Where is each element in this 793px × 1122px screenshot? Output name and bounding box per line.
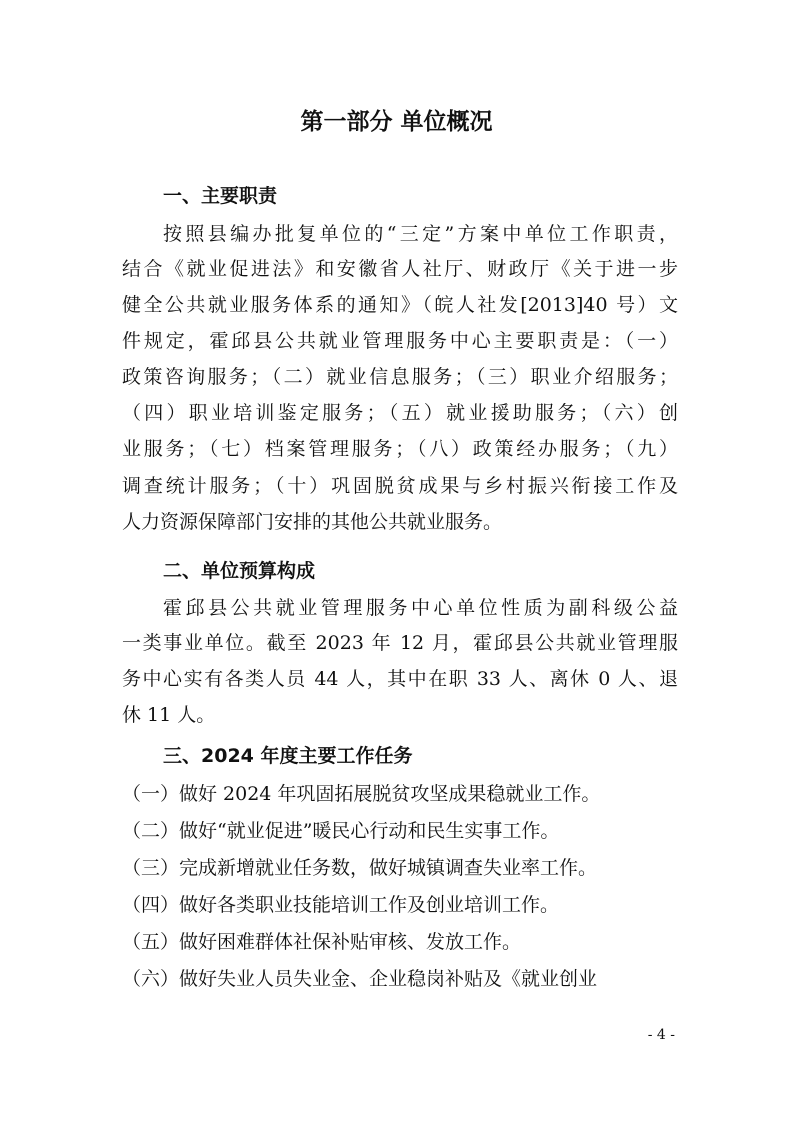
paragraph-line: 政策咨询服务；（二）就业信息服务；（三）职业介绍服务； — [122, 366, 678, 389]
section-heading-budget: 二、单位预算构成 — [163, 560, 316, 582]
task-item: （二）做好“就业促进”暖民心行动和民生实事工作。 — [122, 820, 560, 842]
paragraph-line: 一类事业单位。截至 2023 年 12 月，霍邱县公共就业管理服 — [122, 632, 678, 654]
section-heading-tasks: 三、2024 年度主要工作任务 — [163, 745, 413, 767]
task-item: （三）完成新增就业任务数，做好城镇调查失业率工作。 — [122, 857, 598, 879]
section-heading-duties: 一、主要职责 — [163, 185, 278, 207]
paragraph-line: （四）职业培训鉴定服务；（五）就业援助服务；（六）创 — [122, 402, 678, 425]
page-number: - 4 - — [647, 1027, 675, 1043]
paragraph-line: 件规定，霍邱县公共就业管理服务中心主要职责是：（一） — [122, 330, 678, 353]
budget-paragraph — [122, 625, 678, 733]
page-title: 第一部分 单位概况 — [300, 109, 493, 135]
duties-paragraph — [122, 251, 678, 540]
paragraph-line: 务中心实有各类人员 44 人，其中在职 33 人、离休 0 人、退 — [122, 668, 678, 691]
paragraph-line: 结合《就业促进法》和安徽省人社厅、财政厅《关于进一步 — [122, 258, 678, 280]
paragraph-line: 人力资源保障部门安排的其他公共就业服务。 — [122, 510, 503, 533]
task-item: （六）做好失业人员失业金、企业稳岗补贴及《就业创业 — [122, 968, 598, 990]
paragraph-line: 霍邱县公共就业管理服务中心单位性质为副科级公益 — [163, 597, 678, 619]
paragraph-line: 按照县编办批复单位的“三定”方案中单位工作职责， — [163, 223, 678, 245]
paragraph-line: 调查统计服务；（十）巩固脱贫成果与乡村振兴衔接工作及 — [122, 474, 678, 497]
paragraph-line: 休 11 人。 — [122, 704, 216, 727]
task-item: （一）做好 2024 年巩固拓展脱贫攻坚成果稳就业工作。 — [122, 783, 601, 805]
task-item: （五）做好困难群体社保补贴审核、发放工作。 — [122, 931, 522, 953]
task-item: （四）做好各类职业技能培训工作及创业培训工作。 — [122, 894, 560, 916]
paragraph-line: 业服务；（七）档案管理服务；（八）政策经办服务；（九） — [122, 438, 678, 461]
paragraph-line: 健全公共就业服务体系的通知》（皖人社发[2013]40 号）文 — [122, 294, 678, 317]
